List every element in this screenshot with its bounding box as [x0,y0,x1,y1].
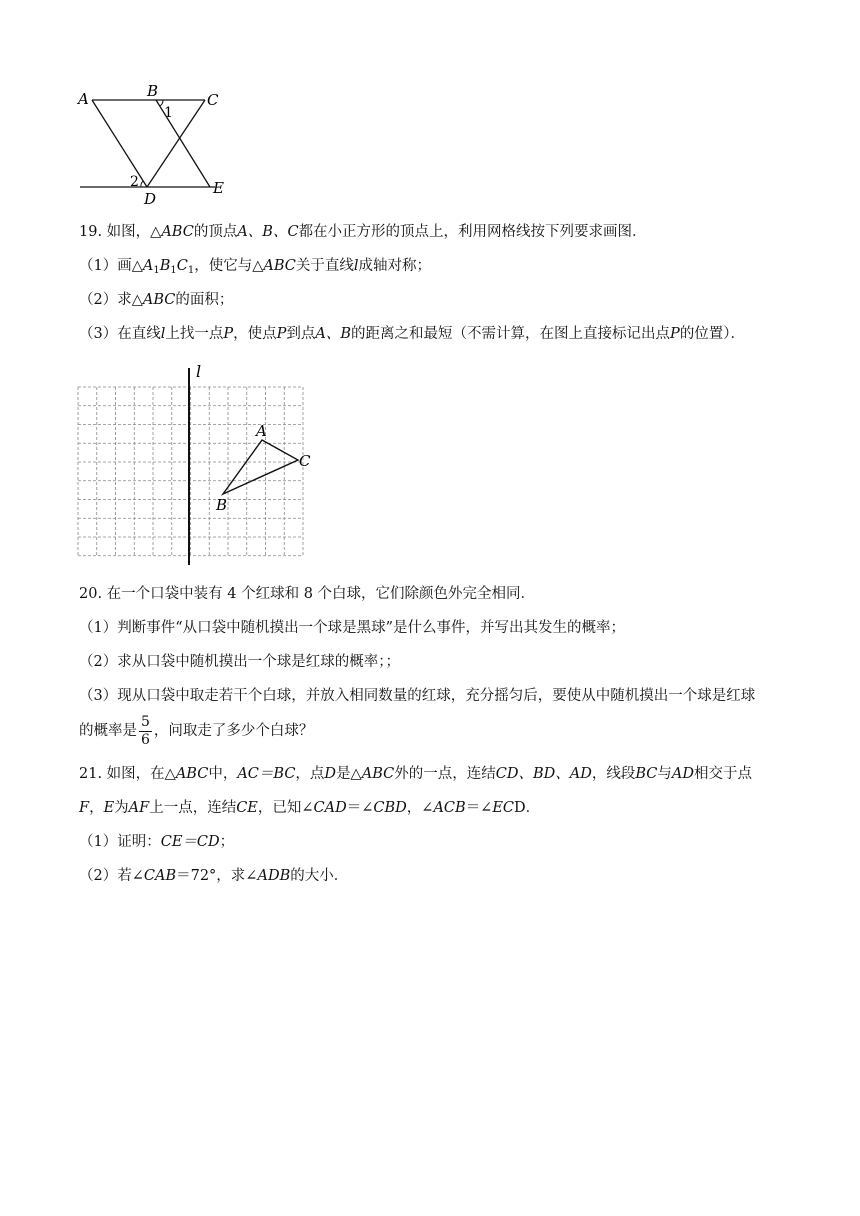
label-b: B [147,85,159,100]
label-b: B [216,496,228,514]
q19-part1: （1）画$\triangle A_1B_1C_1$，使它与△ABC关于直线l成轴对称； [79,258,432,276]
q21-part1: （1）证明：CE＝CD； [79,834,235,850]
label-a: A [78,90,89,108]
label-l: l [196,362,202,381]
segment-cd [147,100,205,187]
q19-part3: （3）在直线l上找一点P，使点P到点A、B的距离之和最短（不需计算，在图上直接标记出点P的位置）． [79,326,746,342]
angle-1-arc [160,100,163,106]
label-d: D [144,190,157,208]
label-c: C [299,452,311,470]
q19-part2: （2）求△ABC的面积； [79,292,234,308]
q20-part2: （2）求从口袋中随机摸出一个球是红球的概率；； [79,654,400,670]
q20-stem: 20. 在一个口袋中装有 4 个红球和 8 个白球，它们除颜色外完全相同． [79,586,536,602]
angle-2-arc [141,181,143,187]
q20-part3-cont: 的概率是 $\frac{5}{6}$ ，问取走了多少个白球？ [79,713,314,748]
fraction-5-6: $\frac{5}{6}$ [141,713,150,748]
q21-part2: （2）若∠CAB＝72°，求∠ADB的大小． [79,868,349,884]
figure-grid-triangle [70,360,330,570]
figure-parallel-lines [70,85,240,210]
q19-stem: 19. 如图，△ABC的顶点A、B、C都在小正方形的顶点上，利用网格线按下列要求画图． [79,224,647,240]
label-c: C [207,91,219,109]
label-a: A [256,422,267,440]
q20-part1: （1）判断事件“从口袋中随机摸出一个球是黑球”是什么事件，并写出其发生的概率； [79,620,626,636]
q21-stem-line1: 21. 如图，在△ABC中，AC＝BC，点D是△ABC外的一点，连结CD、BD、AD，线段BC与AD相交于点 [79,766,752,782]
label-1: 1 [164,105,173,121]
label-e: E [213,179,224,197]
triangle-abc [223,440,298,494]
grid-lines [78,387,303,556]
q20-part3: （3）现从口袋中取走若干个白球，并放入相同数量的红球，充分摇匀后，要使从中随机摸出一个球是红球 [79,688,756,704]
q21-stem-line2: F，E为AF上一点，连结CE，已知∠CAD＝∠CBD，∠ACB＝∠ECD． [79,800,541,816]
label-2: 2 [130,174,139,190]
